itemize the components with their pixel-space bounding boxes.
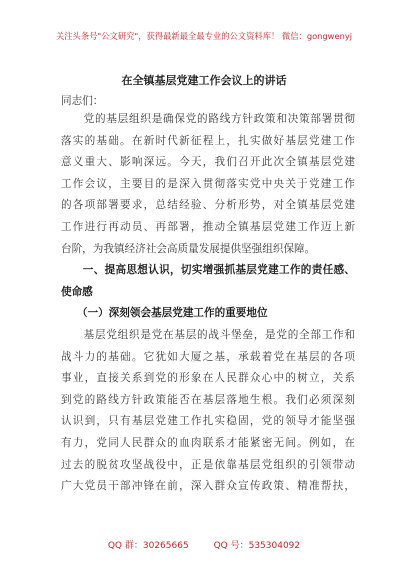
paragraph-1-line: 台阶，为我镇经济社会高质量发展提供坚强组织保障。 xyxy=(61,242,316,255)
paragraph-2-line: 事业，直接关系到党的形象在人民群众心中的树立，关系 xyxy=(61,372,355,385)
paragraph-1-line: 工作会议，主要目的是深入贯彻落实党中央关于党建工作 xyxy=(61,177,355,190)
body-text xyxy=(61,109,355,498)
paragraph-1-line: 工作进行再动员、再部署，推动全镇基层党建工作迈上新 xyxy=(61,220,355,233)
paragraph-2-line: 有力，党同人民群众的血肉联系才能紧密无间。例如，在 xyxy=(61,436,355,449)
paragraph-1-line: 落实的基础。在新时代新征程上，扎实做好基层党建工作 xyxy=(61,134,355,147)
header-banner: 关注头条号"公文研究"，获得最新最全最专业的公文资料库！ 微信：gongwenyj xyxy=(55,31,353,41)
paragraph-1-line: 党的基层组织是确保党的路线方针政策和决策部署贯彻 xyxy=(61,113,355,125)
qq-group-number: QQ 群：30265665 xyxy=(107,541,189,551)
paragraph-2-line: 过去的脱贫攻坚战役中，正是依靠基层党组织的引领带动 xyxy=(61,458,355,471)
paragraph-2-line: 到党的路线方针政策能否在基层落地生根。我们必须深刻 xyxy=(61,393,355,406)
paragraph-1-line: 意义重大、影响深远。今天，我们召开此次全镇基层党建 xyxy=(61,156,355,169)
paragraph-2-line: 广大党员干部冲锋在前，深入群众宣传政策、精准帮扶， xyxy=(61,480,355,493)
paragraph-1-line: 的各项部署要求，总结经验、分析形势，对全镇基层党建 xyxy=(61,199,355,212)
paragraph-2-line: 基层党组织是党在基层的战斗堡垒，是党的全部工作和 xyxy=(61,328,355,341)
qq-account-number: QQ 号：535304092 xyxy=(213,541,301,551)
section-1-heading: 使命感 xyxy=(61,285,93,298)
subsection-1-heading: （一）深刻领会基层党建工作的重要地位 xyxy=(61,307,268,320)
salutation: 同志们： xyxy=(61,95,104,107)
paragraph-2-line: 战斗力的基础。它犹如大厦之基，承载着党在基层的各项 xyxy=(61,350,355,363)
document-title: 在全镇基层党建工作会议上的讲话 xyxy=(121,74,287,87)
footer-contact xyxy=(0,538,408,551)
paragraph-2-line: 认识到，只有基层党建工作扎实稳固，党的领导才能坚强 xyxy=(61,415,355,428)
section-1-heading: 一、提高思想认识，切实增强抓基层党建工作的责任感、 xyxy=(61,264,355,277)
